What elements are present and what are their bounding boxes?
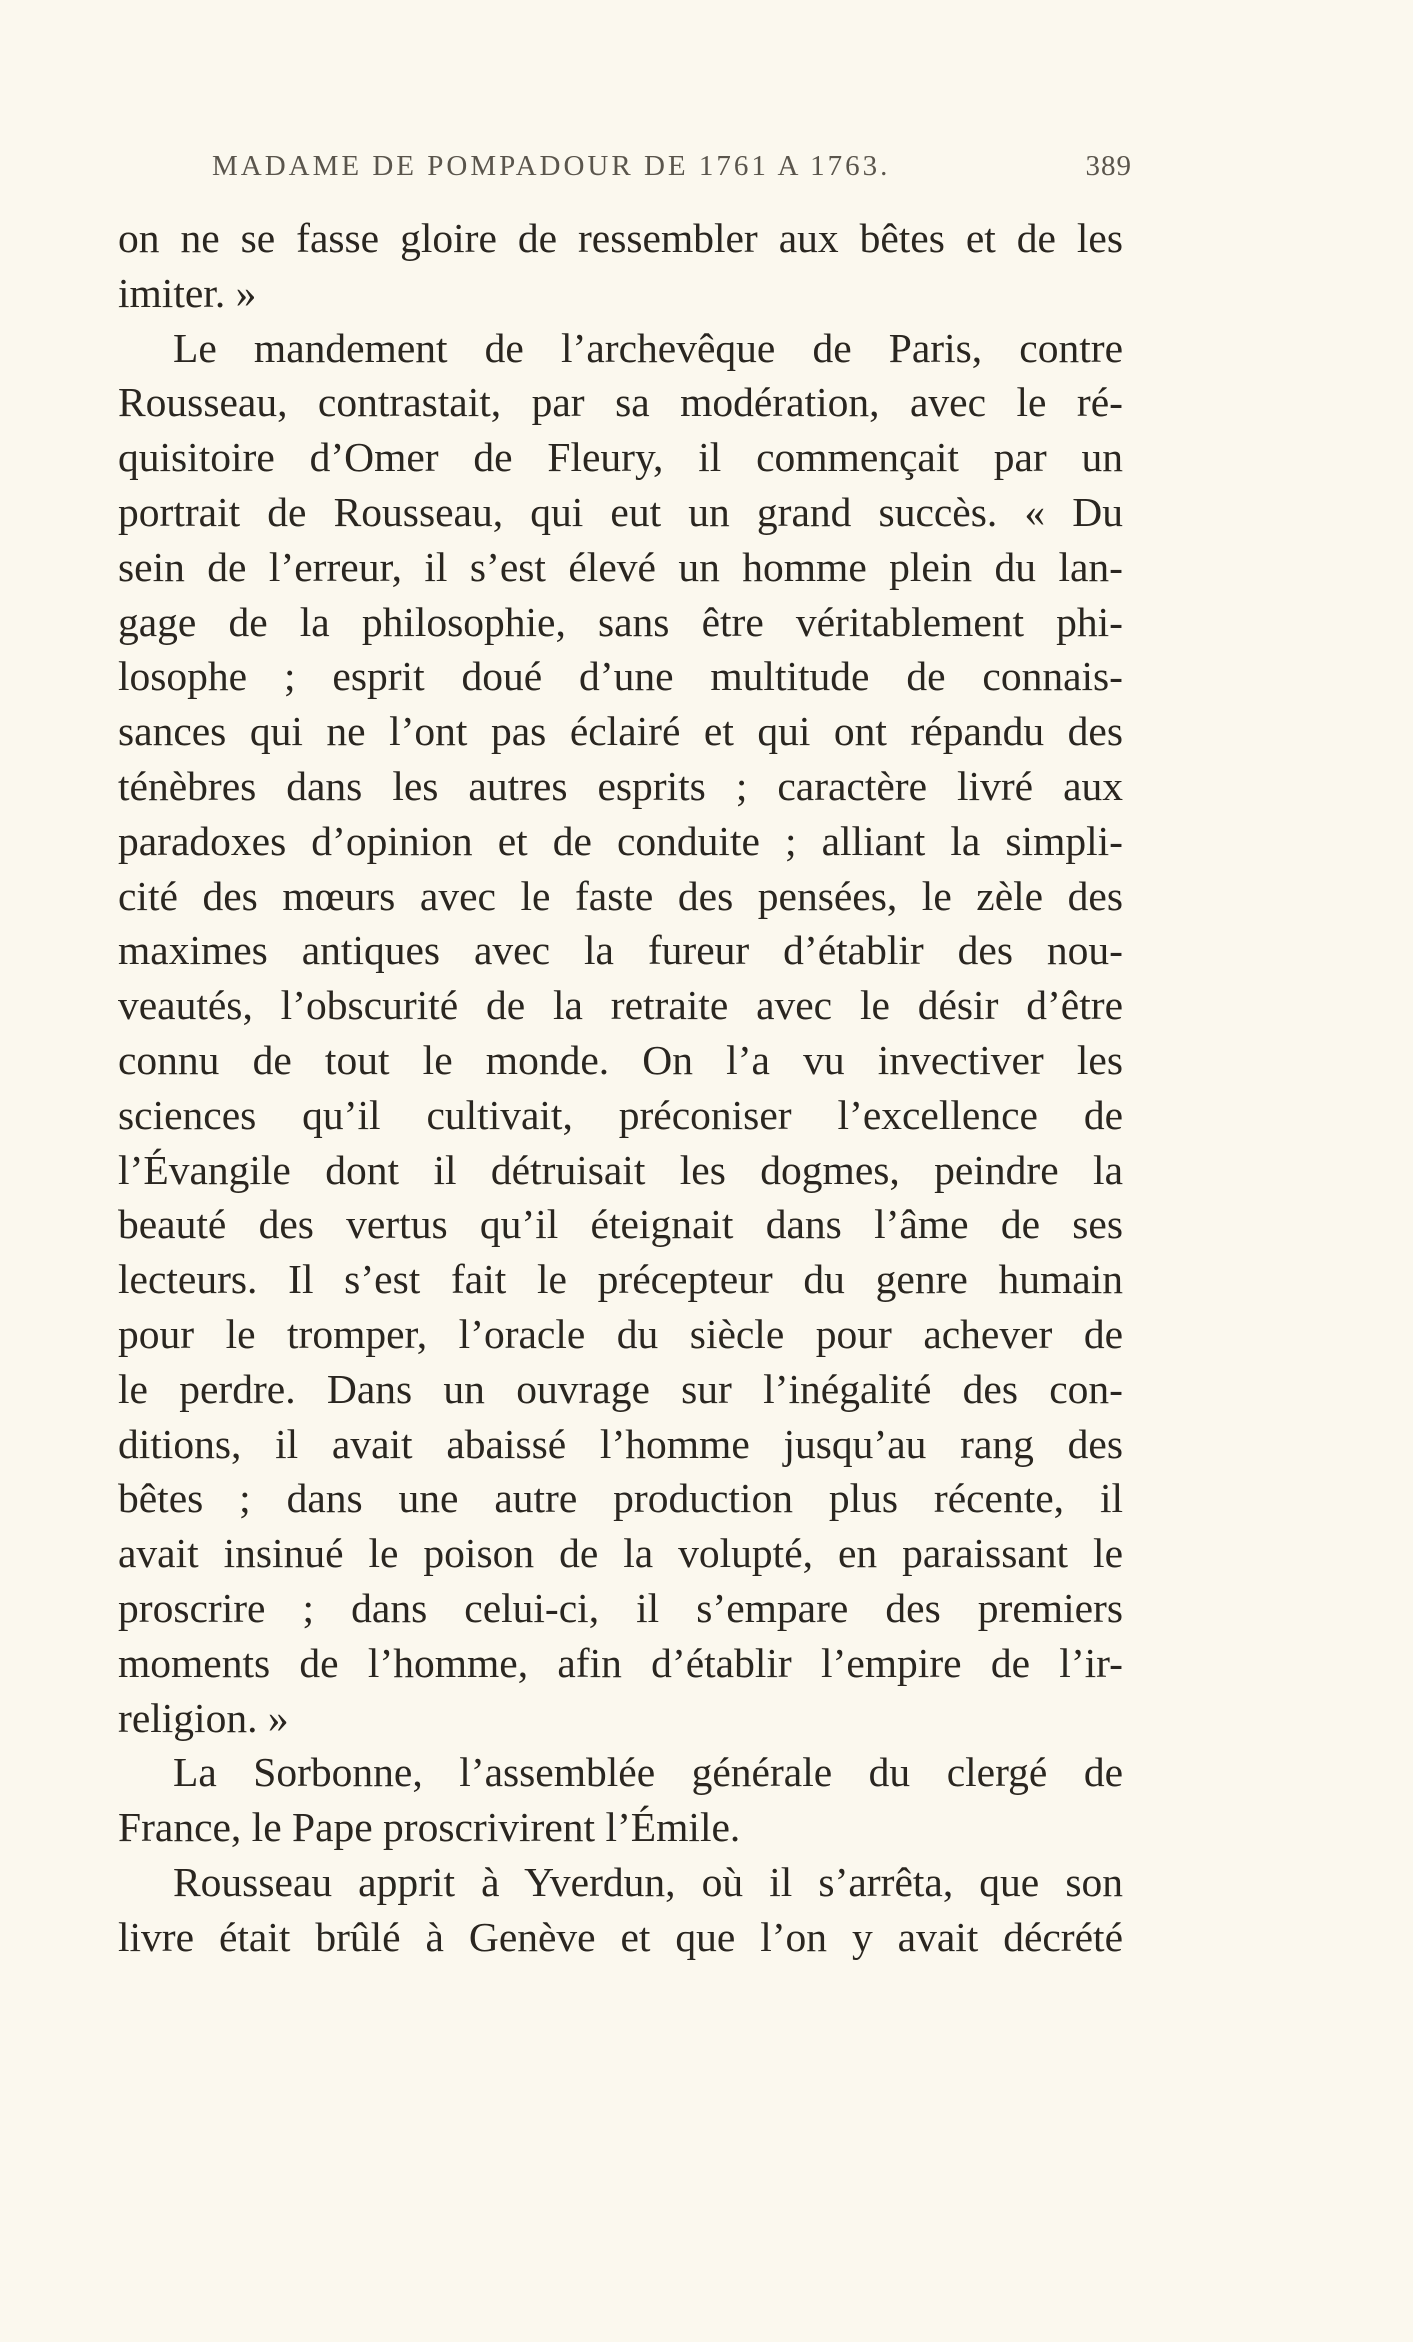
text-line: religion. »: [118, 1694, 289, 1741]
text-line: losophe ; esprit doué d’une multitude de connais-: [118, 653, 1123, 700]
text-line: moments de l’homme, afin d’établir l’empire de l’ir-: [118, 1639, 1123, 1686]
page-number: 389: [1085, 150, 1132, 182]
text-line: l’Évangile dont il détruisait les dogmes, peindre la: [118, 1146, 1123, 1193]
text-line: bêtes ; dans une autre production plus récente, il: [118, 1475, 1123, 1522]
text-line: ténèbres dans les autres esprits ; caractère livré aux: [118, 762, 1123, 809]
text-line: France, le Pape proscrivirent l’Émile.: [118, 1804, 741, 1851]
text-line: ditions, il avait abaissé l’homme jusqu’au rang des: [118, 1420, 1123, 1467]
text-line: le perdre. Dans un ouvrage sur l’inégalité des con-: [118, 1365, 1123, 1412]
text-line: Le mandement de l’archevêque de Paris, contre: [173, 324, 1123, 371]
running-head: [212, 150, 1132, 190]
text-line: imiter. »: [118, 269, 257, 316]
text-line: lecteurs. Il s’est fait le précepteur du genre humain: [118, 1256, 1123, 1303]
text-line: sances qui ne l’ont pas éclairé et qui ont répandu des: [118, 708, 1123, 755]
text-line: sein de l’erreur, il s’est élevé un homme plein du lan-: [118, 543, 1123, 590]
text-line: veautés, l’obscurité de la retraite avec le désir d’être: [118, 982, 1123, 1029]
text-line: proscrire ; dans celui-ci, il s’empare des premiers: [118, 1584, 1123, 1631]
text-line: pour le tromper, l’oracle du siècle pour achever de: [118, 1310, 1123, 1357]
text-line: paradoxes d’opinion et de conduite ; alliant la simpli-: [118, 817, 1123, 864]
text-line: Rousseau apprit à Yverdun, où il s’arrêta, que son: [173, 1858, 1123, 1905]
text-line: quisitoire d’Omer de Fleury, il commençait par un: [118, 434, 1123, 481]
text-line: sciences qu’il cultivait, préconiser l’excellence de: [118, 1091, 1123, 1138]
text-line: on ne se fasse gloire de ressembler aux bêtes et de les: [118, 215, 1123, 261]
text-line: gage de la philosophie, sans être véritablement phi-: [118, 598, 1123, 645]
text-line: beauté des vertus qu’il éteignait dans l’âme de ses: [118, 1201, 1123, 1248]
text-line: avait insinué le poison de la volupté, en paraissant le: [118, 1530, 1123, 1577]
text-line: cité des mœurs avec le faste des pensées, le zèle des: [118, 872, 1123, 919]
running-title: MADAME DE POMPADOUR DE 1761 A 1763.: [212, 150, 891, 182]
text-line: maximes antiques avec la fureur d’établir des nou-: [118, 927, 1123, 974]
text-line: portrait de Rousseau, qui eut un grand succès. « Du: [118, 488, 1123, 535]
text-line: La Sorbonne, l’assemblée générale du clergé de: [173, 1749, 1123, 1796]
body-text: [118, 211, 1123, 1965]
text-line: Rousseau, contrastait, par sa modération, avec le ré-: [118, 379, 1123, 426]
text-line: connu de tout le monde. On l’a vu invectiver les: [118, 1036, 1123, 1083]
text-line: livre était brûlé à Genève et que l’on y avait décrété: [118, 1913, 1123, 1960]
